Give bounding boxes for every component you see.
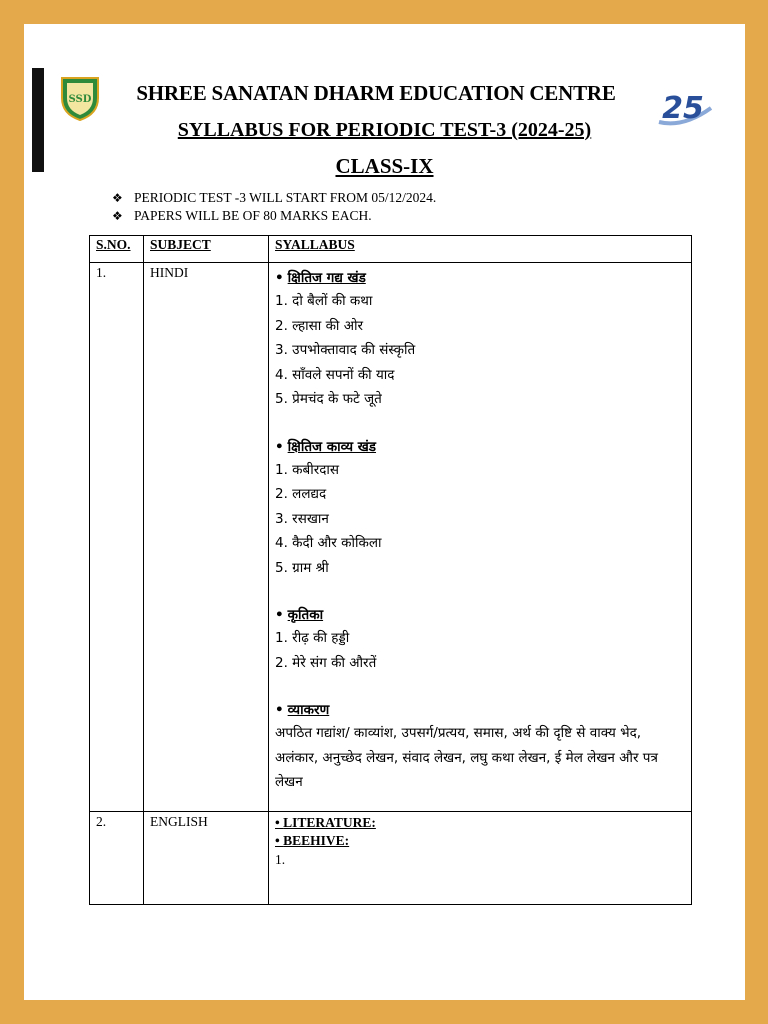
list-item: 4. साँवले सपनों की याद <box>275 366 395 383</box>
cell-subject: ENGLISH <box>144 811 269 904</box>
note-item: ❖ PAPERS WILL BE OF 80 MARKS EACH. <box>112 208 372 223</box>
header-subject: SUBJECT <box>144 236 269 263</box>
table-header-row <box>90 236 692 263</box>
school-name: SHREE SANATAN DHARM EDUCATION CENTRE <box>136 81 616 105</box>
cell-syllabus-english <box>269 811 692 904</box>
table-row <box>90 811 692 904</box>
logo-text: SSD <box>68 94 92 105</box>
cell-syllabus-hindi <box>269 263 692 812</box>
diamond-bullet-icon: ❖ <box>112 191 123 205</box>
class-title: CLASS-IX <box>335 154 434 178</box>
section-title: • क्षितिज गद्य खंड <box>275 270 366 286</box>
list-item: 5. ग्राम श्री <box>275 559 329 576</box>
school-logo-icon <box>58 74 102 122</box>
list-item: 3. रसखान <box>275 510 329 527</box>
list-item: 3. उपभोक्तावाद की संस्कृति <box>275 342 416 358</box>
section-title: • LITERATURE: <box>275 814 376 830</box>
list-item: 2. ललद्यद <box>275 486 327 502</box>
anniversary-text: 25 <box>662 91 704 126</box>
section-title: • कृतिका <box>275 607 324 623</box>
list-item: 5. प्रेमचंद के फटे जूते <box>275 391 382 407</box>
list-item: 1. कबीरदास <box>275 461 340 478</box>
section-title: • क्षितिज काव्य खंड <box>275 438 377 455</box>
grammar-paragraph: अपठित गद्यांश/ काव्यांश, उपसर्ग/प्रत्यय, समास, अर्थ की दृष्टि से वाक्य भेद, अलंकार, अनुच्छेद लेखन, संवाद लेखन, लघु कथा लेखन, ई मेल लेखन और पत्र लेखन <box>275 725 658 790</box>
section-title: • BEEHIVE: <box>275 832 350 848</box>
list-item: 4. कैदी और कोकिला <box>275 535 382 551</box>
diamond-bullet-icon: ❖ <box>112 209 123 223</box>
syllabus-table <box>89 235 692 905</box>
table-row <box>90 263 692 812</box>
list-item: 1. <box>275 851 286 867</box>
list-item: 1. रीढ़ की हड्डी <box>275 630 350 646</box>
cell-sno: 1. <box>90 263 144 812</box>
list-item: 2. मेरे संग की औरतें <box>275 654 377 671</box>
notes-list <box>112 189 436 225</box>
list-item: 1. दो बैलों की कथा <box>275 293 373 309</box>
list-item: 2. ल्हासा की ओर <box>275 317 364 334</box>
document-page <box>24 24 745 1000</box>
section-title: • व्याकरण <box>275 702 330 718</box>
syllabus-title: SYLLABUS FOR PERIODIC TEST-3 (2024-25) <box>177 119 592 141</box>
header-sno: S.NO. <box>90 236 144 263</box>
header-syllabus: SYALLABUS <box>269 236 692 263</box>
cell-subject: HINDI <box>144 263 269 812</box>
cell-sno: 2. <box>90 811 144 904</box>
note-item: ❖ PERIODIC TEST -3 WILL START FROM 05/12/2024. <box>112 190 437 205</box>
